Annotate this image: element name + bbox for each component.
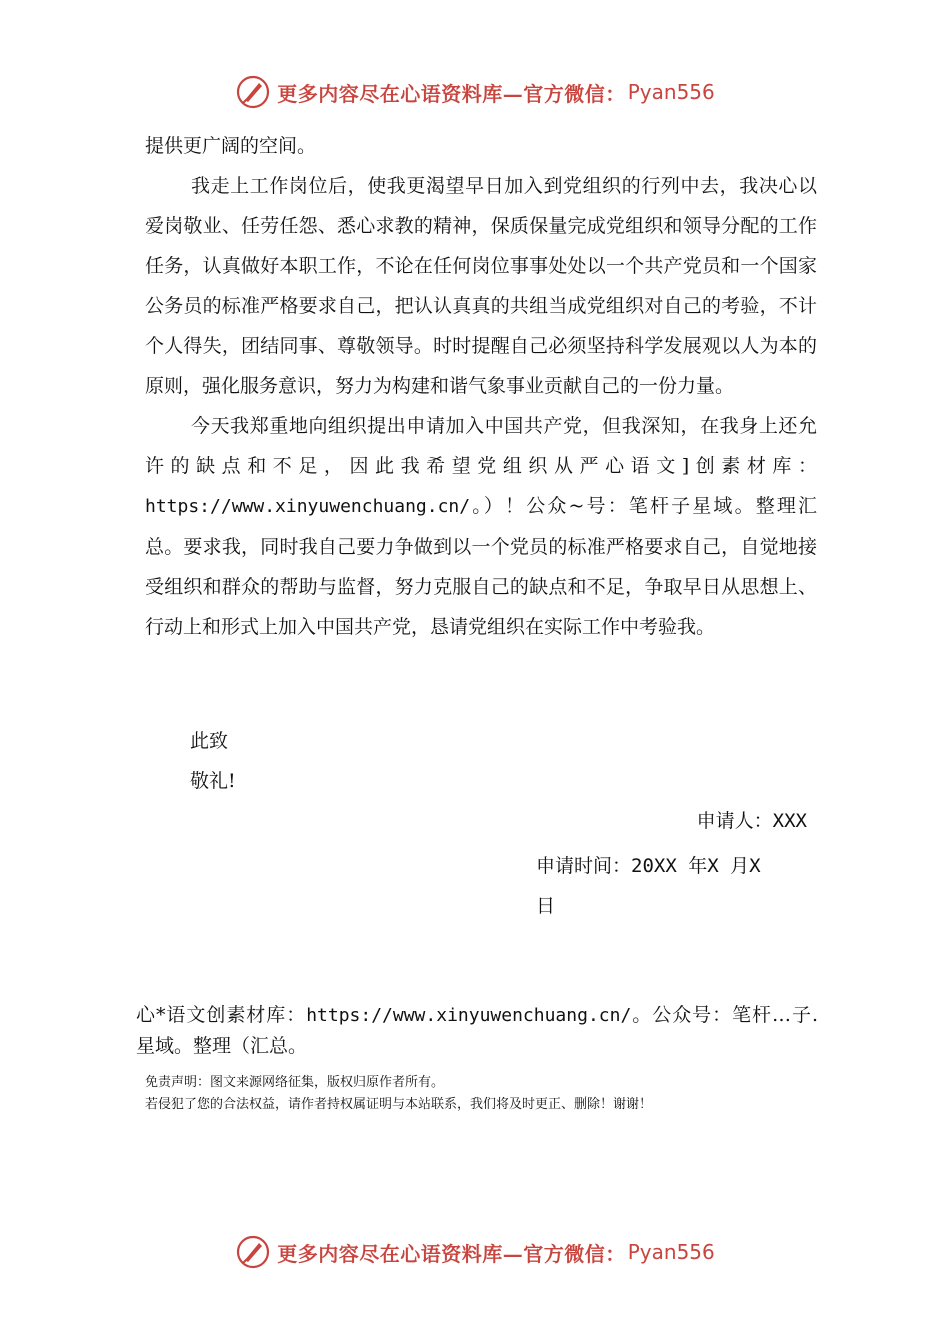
application-date (536, 846, 806, 926)
disclaimer-line-1: 免责声明：图文来源网络征集，版权归原作者所有。 (145, 1075, 445, 1090)
applicant-label: 申请人： (696, 810, 773, 832)
footer-source (136, 1000, 818, 1061)
date-value: 20XX 年X 月X (631, 855, 761, 877)
footer-source-text-a: 心*语文创素材库： (136, 1004, 307, 1026)
quill-logo-icon (235, 1234, 271, 1270)
footer-banner-wechat-id: Pyan556 (627, 1240, 715, 1264)
banner-text: 更多内容尽在心语资料库—官方微信： (277, 81, 626, 106)
footer-source-url: https://www.xinyuwenchuang.cn/ (306, 1005, 632, 1026)
paragraph-3 (145, 406, 817, 647)
closing-salutation: 此致 (190, 730, 229, 752)
date-day: 日 (536, 895, 556, 917)
applicant-line (697, 806, 807, 833)
quill-logo-icon (235, 74, 271, 110)
applicant-name: XXX (772, 810, 807, 832)
header-banner (0, 72, 950, 112)
closing-regards: 敬礼! (190, 770, 236, 792)
footer-banner (0, 1232, 950, 1272)
letter-body (145, 126, 817, 647)
paragraph-3-text-a: 今天我郑重地向组织提出申请加入中国共产党，但我深知，在我身上还允许的缺点和不足，因此我希望党组织从严心语文]创素材库： (145, 415, 817, 477)
footer-source-text-b: 。公众号：笔杆…子.星域。整理（汇总。 (136, 1004, 818, 1057)
footer-banner-text: 更多内容尽在心语资料库—官方微信： (277, 1241, 626, 1266)
disclaimer-line-2: 若侵犯了您的合法权益，请作者持权属证明与本站联系，我们将及时更正、删除！谢谢！ (145, 1097, 653, 1112)
paragraph-2: 我走上工作岗位后，使我更渴望早日加入到党组织的行列中去，我决心以爱岗敬业、任劳任怨、悉心求教的精神，保质保量完成党组织和领导分配的工作任务，认真做好本职工作，不论在任何岗位事事处处以一个共产党员和一个国家公务员的标准严格要求自己，把认认真真的共组当成党组织对自己的考验，不计个人得失，团结同事、尊敬领导。时时提醒自己必须坚持科学发展观以人为本的原则，强化服务意识，努力为构建和谐气象事业贡献自己的一份力量。 (145, 175, 817, 397)
date-label: 申请时间： (536, 855, 632, 877)
paragraph-3-url: https://www.xinyuwenchuang.cn/ (145, 496, 471, 517)
disclaimer (145, 1072, 825, 1116)
banner-wechat-id: Pyan556 (627, 80, 715, 104)
paragraph-3-text-b: 。）！公众~号：笔杆子星域。整理汇总。要求我，同时我自己要力争做到以一个党员的标准严格要求自己，自觉地接受组织和群众的帮助与监督，努力克服自己的缺点和不足，争取早日从思想上、行动上和形式上加入中国共产党，恳请党组织在实际工作中考验我。 (145, 495, 817, 638)
paragraph-1: 提供更广阔的空间。 (145, 135, 317, 157)
